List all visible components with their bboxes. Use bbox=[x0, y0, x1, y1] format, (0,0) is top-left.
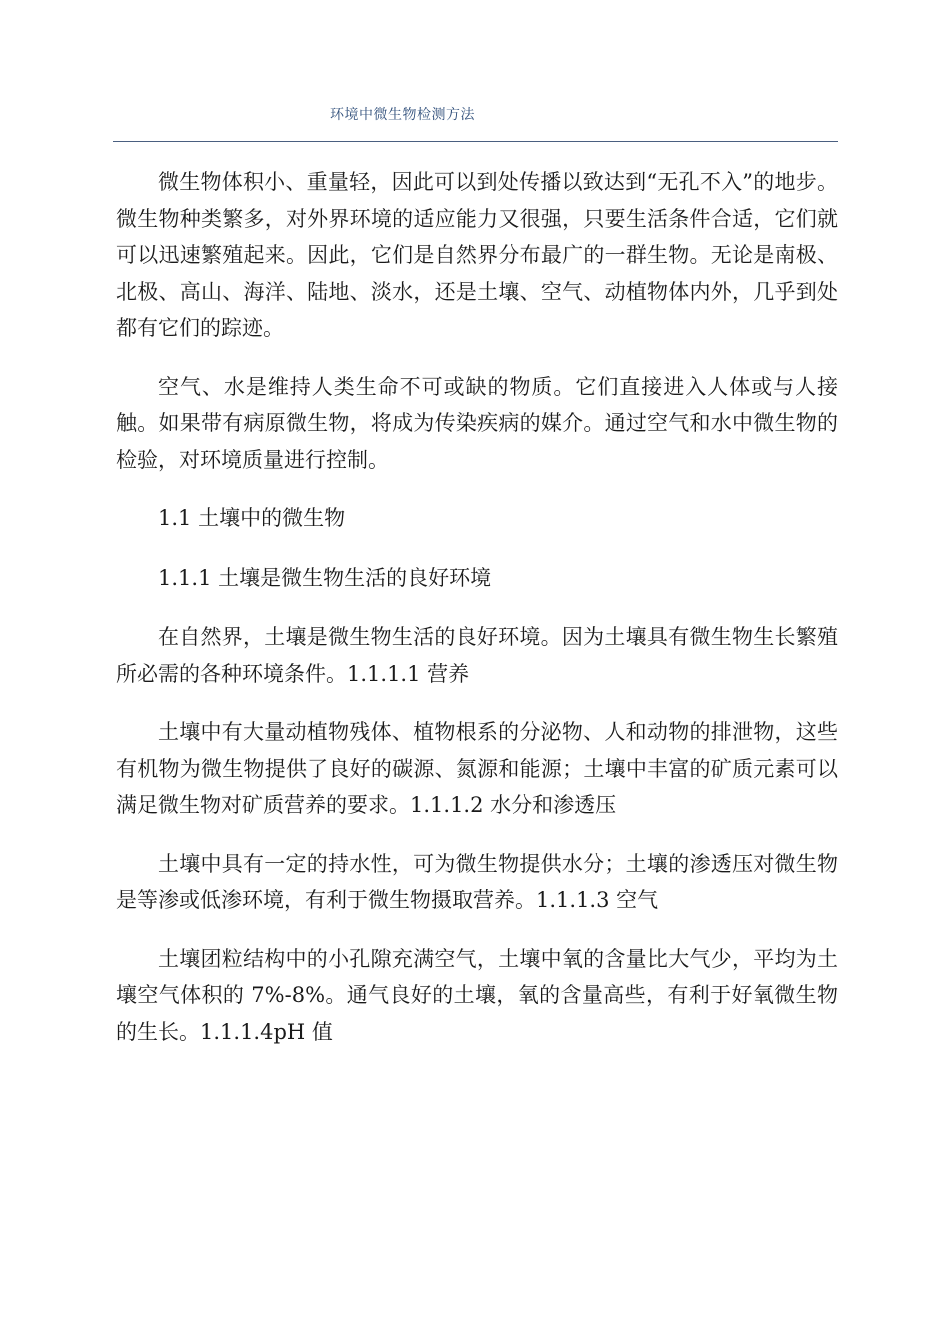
section-heading-1-1-1: 1.1.1 土壤是微生物生活的良好环境 bbox=[158, 565, 492, 590]
paragraph-soil-water: 土壤中具有一定的持水性，可为微生物提供水分；土壤的渗透压对微生物是等渗或低渗环境，有利于微生物摄取营养。1.1.1.3 空气 bbox=[116, 851, 838, 912]
paragraph-soil-nutrition: 土壤中有大量动植物残体、植物根系的分泌物、人和动物的排泄物，这些有机物为微生物提供了良好的碳源、氮源和能源；土壤中丰富的矿质元素可以满足微生物对矿质营养的要求。1.1.1.2 水分和渗透压 bbox=[116, 720, 838, 817]
header-divider bbox=[113, 141, 838, 142]
paragraph-soil-air: 土壤团粒结构中的小孔隙充满空气，土壤中氧的含量比大气少，平均为土壤空气体积的 7%-8%。通气良好的土壤，氧的含量高些，有利于好氧微生物的生长。1.1.1.4pH 值 bbox=[116, 946, 838, 1044]
paragraph-microbe-distribution: 微生物体积小、重量轻，因此可以到处传播以致达到“无孔不入”的地步。微生物种类繁多，对外界环境的适应能力又很强，只要生活条件合适，它们就可以迅速繁殖起来。因此，它们是自然界分布最广的一群生物。无论是南极、北极、高山、海洋、陆地、淡水，还是土壤、空气、动植物体内外，几乎到处都有它们的踪迹。 bbox=[116, 170, 838, 340]
paragraph-air-water: 空气、水是维持人类生命不可或缺的物质。它们直接进入人体或与人接触。如果带有病原微生物，将成为传染疾病的媒介。通过空气和水中微生物的检验，对环境质量进行控制。 bbox=[116, 374, 838, 472]
paragraph-soil-environment: 在自然界，土壤是微生物生活的良好环境。因为土壤具有微生物生长繁殖所必需的各种环境条件。1.1.1.1 营养 bbox=[116, 625, 838, 686]
document-body bbox=[116, 164, 838, 1072]
section-heading-1-1: 1.1 土壤中的微生物 bbox=[158, 506, 346, 530]
running-header-title: 环境中微生物检测方法 bbox=[330, 107, 475, 123]
